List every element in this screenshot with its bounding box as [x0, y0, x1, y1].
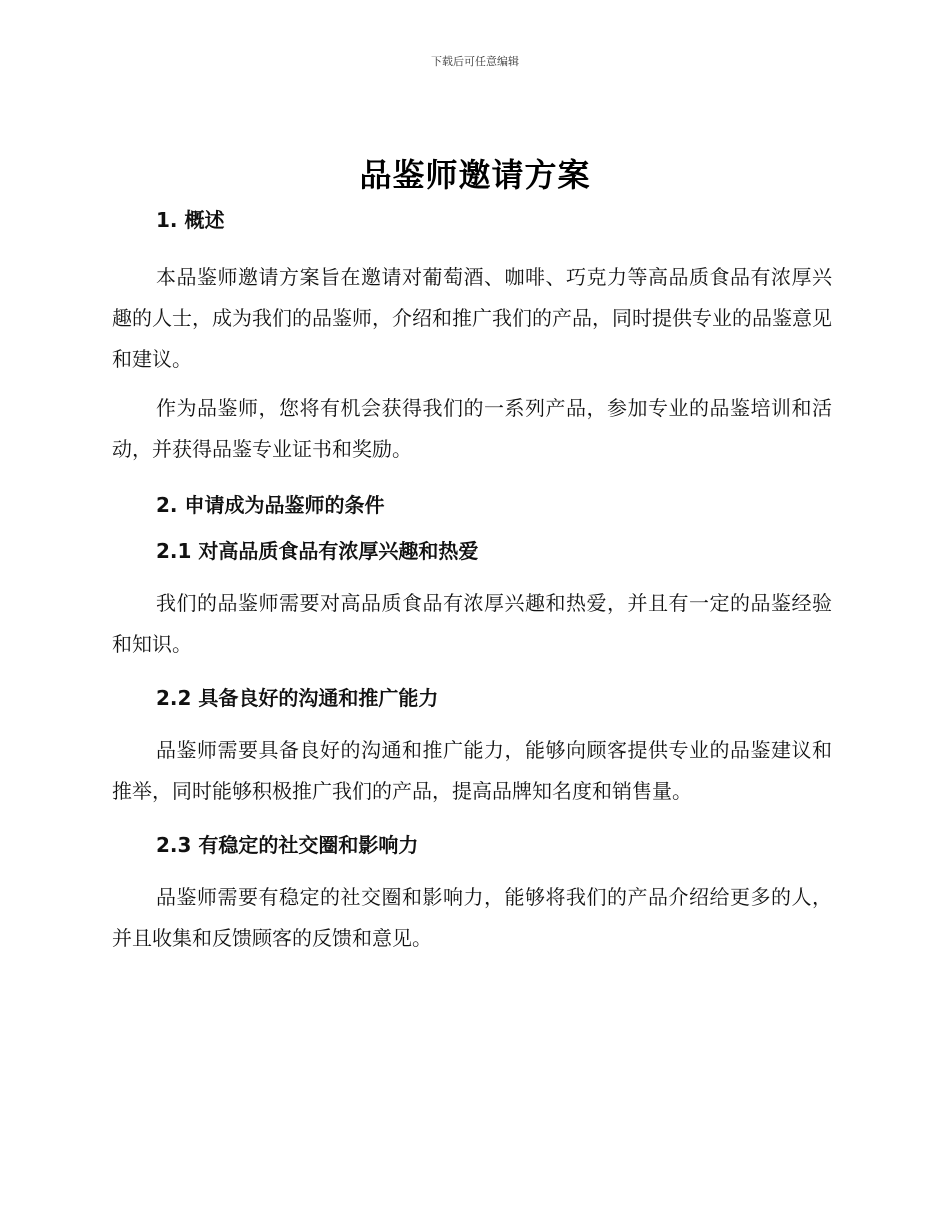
subsection-heading-social-influence: 2.3 有稳定的社交圈和影响力 [156, 833, 419, 857]
social-influence-paragraph: 品鉴师需要有稳定的社交圈和影响力，能够将我们的产品介绍给更多的人，并且收集和反馈顾客的反馈和意见。 [112, 885, 832, 950]
subsection-heading-interest: 2.1 对高品质食品有浓厚兴趣和热爱 [156, 539, 479, 563]
overview-paragraph-2: 作为品鉴师，您将有机会获得我们的一系列产品，参加专业的品鉴培训和活动，并获得品鉴专业证书和奖励。 [112, 396, 832, 461]
communication-paragraph: 品鉴师需要具备良好的沟通和推广能力，能够向顾客提供专业的品鉴建议和推举，同时能够积极推广我们的产品，提高品牌知名度和销售量。 [112, 738, 832, 803]
subsection-heading-communication: 2.2 具备良好的沟通和推广能力 [156, 686, 439, 710]
overview-paragraph-1: 本品鉴师邀请方案旨在邀请对葡萄酒、咖啡、巧克力等高品质食品有浓厚兴趣的人士，成为我们的品鉴师，介绍和推广我们的产品，同时提供专业的品鉴意见和建议。 [112, 265, 832, 371]
interest-paragraph: 我们的品鉴师需要对高品质食品有浓厚兴趣和热爱，并且有一定的品鉴经验和知识。 [112, 591, 832, 656]
document-body [112, 204, 832, 959]
page-header-note: 下载后可任意编辑 [431, 55, 519, 68]
section-heading-overview: 1. 概述 [156, 208, 225, 232]
document-title: 品鉴师邀请方案 [359, 156, 591, 194]
section-heading-conditions: 2. 申请成为品鉴师的条件 [156, 493, 385, 517]
